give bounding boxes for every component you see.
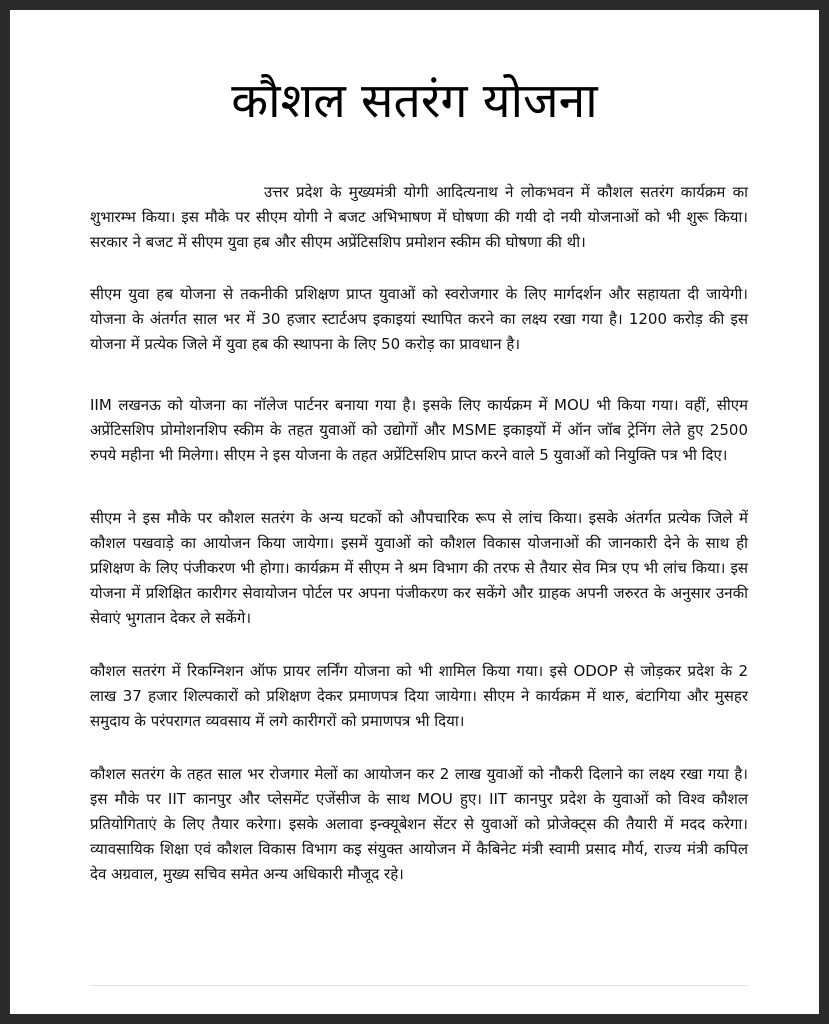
document-title: कौशल सतरंग योजना xyxy=(231,73,598,129)
document-page xyxy=(10,10,819,1014)
document-body xyxy=(90,180,748,887)
paragraph-apprenticeship: IIM लखनऊ को योजना का नॉलेज पार्टनर बनाया गया है। इसके लिए कार्यक्रम में MOU भी किया गया। वहीं, सीएम अप्रेंटिसशिप प्रोमोशनशिप स्कीम के तहत युवाओं को उद्योगों और MSME इकाइयों में ऑन जॉब ट्रेनिंग लेते हुए 2500 रुपये महीना भी मिलेगा। सीएम ने इस योजना के तहत अप्रेंटिसशिप प्राप्त करने वाले 5 युवाओं को नियुक्ति पत्र भी दिए। xyxy=(90,396,748,464)
paragraph-components: सीएम ने इस मौके पर कौशल सतरंग के अन्य घटकों को औपचारिक रूप से लांच किया। इसके अंतर्गत प्रत्येक जिले में कौशल पखवाड़े का आयोजन किया जायेगा। इसमें युवाओं को कौशल विकास योजनाओं की जानकारी देने के साथ ही प्रशिक्षण के लिए पंजीकरण भी होगा। कार्यक्रम में सीएम ने श्रम विभाग की तरफ से तैयार सेव मित्र एप भी लांच किया। इस योजना में प्रशिक्षित कारीगर सेवायोजन पोर्टल पर अपना पंजीकरण कर सकेंगे और ग्राहक अपनी जरुरत के अनुसार उनकी सेवाएं भुगतान देकर ले सकेंगे। xyxy=(90,509,748,627)
footer-divider xyxy=(90,985,748,986)
paragraph-employment: कौशल सतरंग के तहत साल भर रोजगार मेलों का आयोजन कर 2 लाख युवाओं को नौकरी दिलाने का लक्ष्य रखा गया है। इस मौके पर IIT कानपुर और प्लेसमेंट एजेंसीज के साथ MOU हुए। IIT कानपुर प्रदेश के युवाओं को विश्व कौशल प्रतियोगिताएं के लिए तैयार करेगा। इसके अलावा इन्क्यूबेशन सेंटर से युवाओं को प्रोजेक्ट्स की तैयारी में मदद करेगा। व्यावसायिक शिक्षा एवं कौशल विकास विभाग कइ संयुक्त आयोजन में कैबिनेट मंत्री स्वामी प्रसाद मौर्य, राज्य मंत्री कपिल देव अग्रवाल, मुख्य सचिव समेत अन्य अधिकारी मौजूद रहे। xyxy=(90,765,748,883)
paragraph-intro: उत्तर प्रदेश के मुख्यमंत्री योगी आदित्यनाथ ने लोकभवन में कौशल सतरंग कार्यक्रम का शुभारम्भ किया। इस मौके पर सीएम योगी ने बजट अभिभाषण में घोषणा की गयी दो नयी योजनाओं को भी शुरू किया। सरकार ने बजट में सीएम युवा हब और सीएम अप्रेंटिसशिप प्रमोशन स्कीम की घोषणा की थी। xyxy=(90,183,748,251)
paragraph-recognition: कौशल सतरंग में रिकग्निशन ऑफ प्रायर लर्निंग योजना को भी शामिल किया गया। इसे ODOP से जोड़कर प्रदेश के 2 लाख 37 हजार शिल्पकारों को प्रशिक्षण देकर प्रमाणपत्र दिया जायेगा। सीएम ने कार्यक्रम में थारु, बंटागिया और मुसहर समुदाय के परंपरागत व्यवसाय में लगे कारीगरों को प्रमाणपत्र भी दिया। xyxy=(90,662,748,730)
paragraph-yuva-hub: सीएम युवा हब योजना से तकनीकी प्रशिक्षण प्राप्त युवाओं को स्वरोजगार के लिए मार्गदर्शन और सहायता दी जायेगी। योजना के अंतर्गत साल भर में 30 हजार स्टार्टअप इकाइयां स्थापित करने का लक्ष्य रखा गया है। 1200 करोड़ की इस योजना में प्रत्येक जिले में युवा हब की स्थापना के लिए 50 करोड़ का प्रावधान है। xyxy=(90,285,748,353)
